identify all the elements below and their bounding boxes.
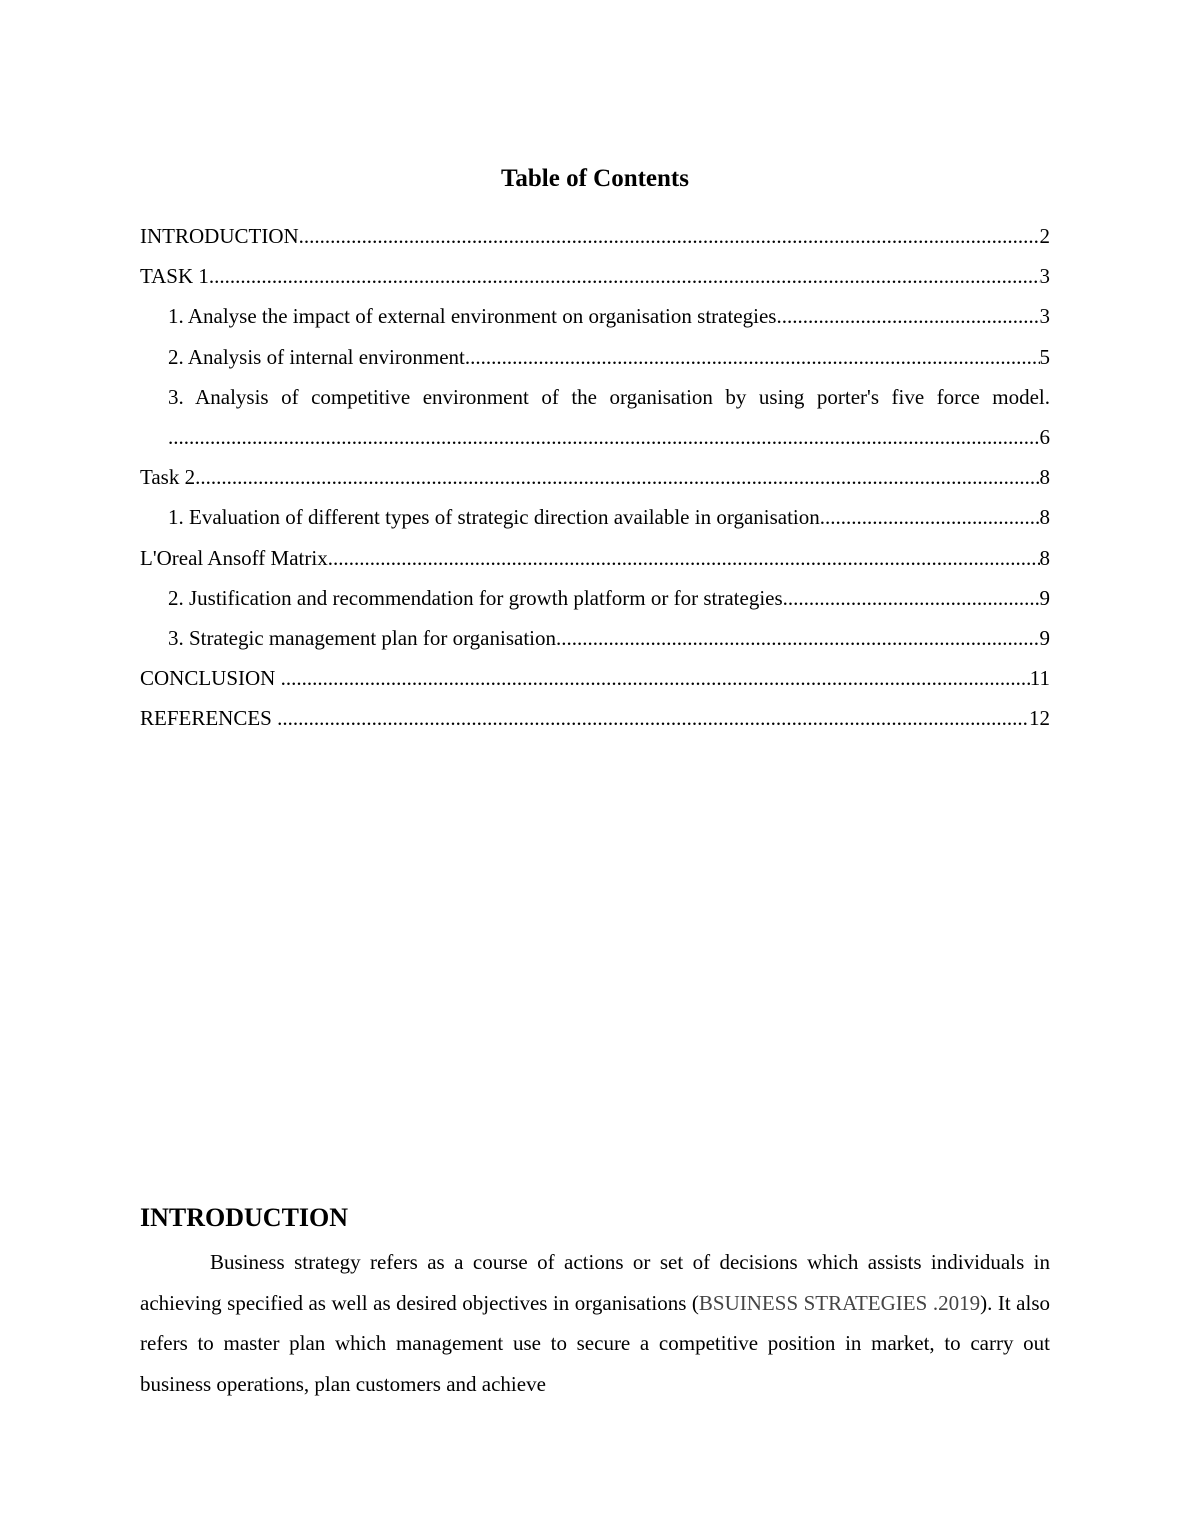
introduction-text: Business strategy refers as a course of actions or set of decisions which assists individuals in achieving specified as well as desired objectives in organisations ( [140,1250,1050,1315]
toc-entry-conclusion[interactable] [140,658,1050,698]
toc-dot-leader [281,658,1030,698]
toc-entry-references[interactable] [140,698,1050,738]
toc-entry-page: 3 [1039,264,1050,289]
toc-dot-leader [168,417,1040,457]
toc-entry-text: 2. Justification and recommendation for growth platform or for strategies [168,585,783,610]
toc-entry-competitive-environment[interactable] [140,377,1050,457]
toc-entry-text: 3. Strategic management plan for organisation [168,625,556,650]
toc-entry-introduction[interactable] [140,216,1050,256]
toc-entry-page: 3 [1039,304,1050,329]
toc-entry-page: 5 [1039,344,1050,369]
toc-entry-page: 8 [1039,545,1050,570]
citation: BSUINESS STRATEGIES .2019 [698,1290,981,1315]
toc-entry-page: 6 [1039,424,1050,449]
toc-dot-leader [556,618,1040,658]
toc-entry-text: TASK 1 [140,264,209,289]
toc-dot-leader [465,337,1040,377]
toc-entry-external-environment[interactable] [140,296,1050,336]
toc-dot-leader [328,538,1040,578]
toc-dot-leader [783,578,1040,618]
toc-dot-leader [820,497,1040,537]
toc-entry-page: 9 [1039,585,1050,610]
toc-dot-leader [299,216,1040,256]
toc-entry-page: 12 [1029,706,1050,731]
toc-entry-page: 9 [1039,625,1050,650]
toc-entry-text: REFERENCES [140,706,278,731]
toc-entry-task-1[interactable] [140,256,1050,296]
toc-entry-text: CONCLUSION [140,666,281,691]
toc-entry-task-2[interactable] [140,457,1050,497]
toc-entry-page: 8 [1039,505,1050,530]
toc-entry-text: 1. Evaluation of different types of strategic direction available in organisation [168,505,820,530]
toc-entry-justification[interactable] [140,578,1050,618]
toc-entry-text: 1. Analyse the impact of external environment on organisation strategies [168,304,777,329]
introduction-heading: INTRODUCTION [140,1203,349,1232]
introduction-text-continued: ). It also refers to master plan which management use to secure a competitive position in market, to carry out business operations, plan customers and achieve [140,1290,1051,1396]
toc-entry-management-plan[interactable] [140,618,1050,658]
introduction-paragraph [140,1242,1050,1404]
toc-dot-leader [776,296,1039,336]
toc-entry-text: 3. Analysis of competitive environment of the organisation by using porter's five force model. [168,384,1050,409]
toc-entry-continuation [168,417,1050,457]
toc-dot-leader [277,698,1029,738]
toc-entry-page: 2 [1039,224,1050,248]
toc-dot-leader [195,457,1039,497]
toc-entry-text: Task 2 [140,465,196,490]
table-of-contents [140,216,1050,738]
toc-entry-text: L'Oreal Ansoff Matrix [140,545,328,570]
toc-entry-strategic-direction[interactable] [140,497,1050,537]
toc-dot-leader [209,256,1040,296]
toc-title: Table of Contents [501,165,689,192]
toc-entry-page: 8 [1039,465,1050,490]
toc-entry-internal-environment[interactable] [140,337,1050,377]
toc-entry-page: 11 [1029,666,1050,691]
toc-entry-text: INTRODUCTION [140,224,299,248]
toc-entry-ansoff-matrix[interactable] [140,538,1050,578]
toc-entry-text: 2. Analysis of internal environment [168,344,465,369]
